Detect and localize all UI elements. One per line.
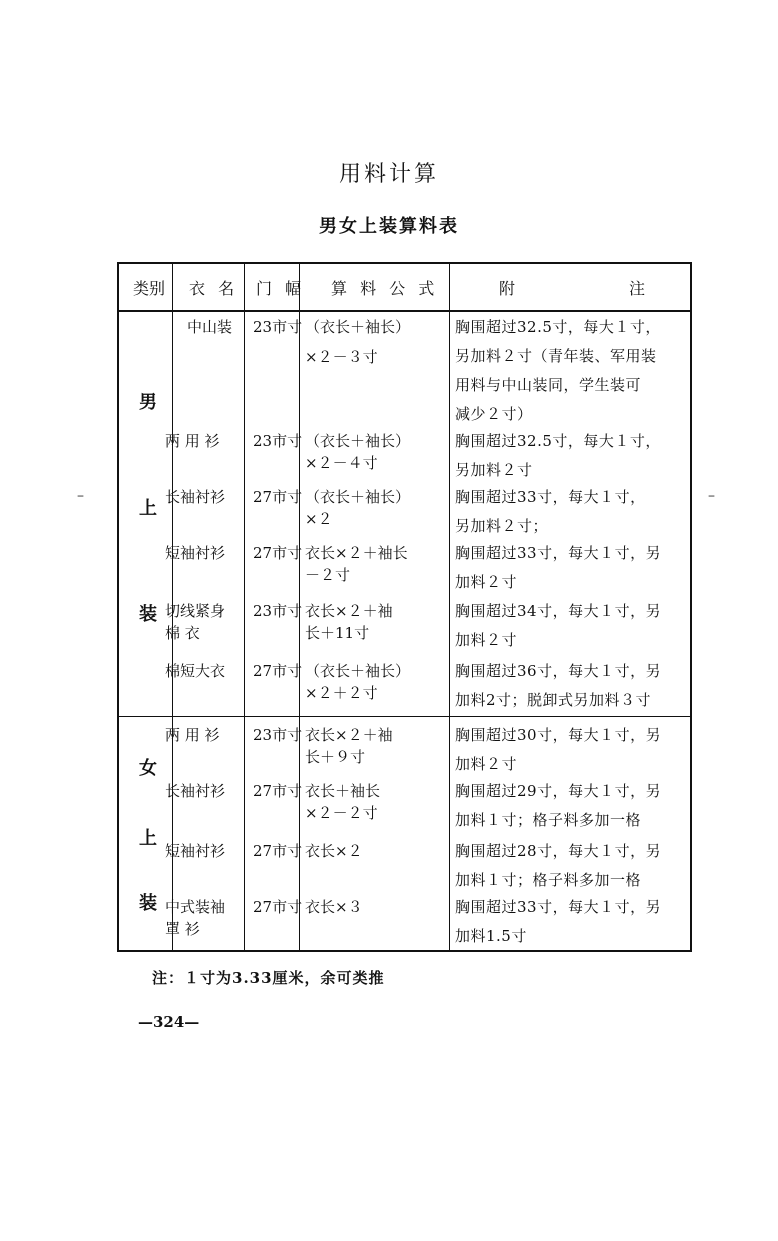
- men-note-cell: 胸围超过32.5寸，每大１寸，: [455, 318, 661, 336]
- women-note-cell: 胸围超过30寸，每大１寸，另: [455, 726, 662, 744]
- women-formula-cell: ×２－２寸: [305, 804, 378, 822]
- women-name-cell: 中式装袖: [165, 898, 226, 916]
- women-width-cell: 27市寸: [253, 842, 303, 860]
- men-note-cell: 减少２寸）: [455, 405, 533, 423]
- section-divider: [119, 716, 690, 717]
- men-width-cell: 27市寸: [253, 544, 303, 562]
- men-note-cell: 胸围超过34寸，每大１寸，另: [455, 602, 662, 620]
- header-name: 衣 名: [189, 279, 239, 298]
- women-width-cell: 27市寸: [253, 898, 303, 916]
- page-title: 用料计算: [338, 162, 439, 187]
- women-note-cell: 加料１寸；格子料多加一格: [455, 811, 642, 829]
- men-name-cell: 长袖衬衫: [165, 488, 226, 506]
- men-formula-cell: （衣长＋袖长）: [305, 318, 411, 336]
- women-formula-cell: 衣长×３: [305, 898, 363, 916]
- category-men-char: 上: [139, 498, 157, 519]
- category-women-char: 女: [139, 758, 157, 779]
- women-formula-cell: 衣长＋袖长: [305, 782, 381, 800]
- men-note-cell: 胸围超过32.5寸，每大１寸，: [455, 432, 661, 450]
- men-note-cell: 另加料２寸；: [455, 517, 549, 535]
- men-note-cell: 用料与中山装同，学生装可: [455, 376, 642, 394]
- men-formula-cell: ×２－４寸: [305, 454, 378, 472]
- col-divider: [244, 264, 245, 950]
- men-name-cell: 棉 衣: [165, 624, 200, 642]
- women-formula-cell: 长＋９寸: [305, 748, 366, 766]
- men-width-cell: 27市寸: [253, 662, 303, 680]
- men-width-cell: 23市寸: [253, 432, 303, 450]
- women-width-cell: 23市寸: [253, 726, 303, 744]
- women-name-cell: 两 用 衫: [165, 726, 220, 744]
- men-note-cell: 胸围超过33寸，每大１寸，另: [455, 544, 662, 562]
- men-width-cell: 23市寸: [253, 318, 303, 336]
- men-formula-cell: （衣长＋袖长）: [305, 488, 411, 506]
- margin-mark: –: [77, 488, 84, 504]
- women-width-cell: 27市寸: [253, 782, 303, 800]
- men-name-cell: 切线紧身: [165, 602, 226, 620]
- men-formula-cell: ×２－３寸: [305, 348, 378, 366]
- men-note-cell: 加料2寸；脱卸式另加料３寸: [455, 691, 652, 709]
- category-men-char: 装: [139, 604, 157, 625]
- header-divider: [119, 310, 690, 312]
- men-name-cell: 两 用 衫: [165, 432, 220, 450]
- women-note-cell: 加料１寸；格子料多加一格: [455, 871, 642, 889]
- women-note-cell: 胸围超过28寸，每大１寸，另: [455, 842, 662, 860]
- men-width-cell: 27市寸: [253, 488, 303, 506]
- header-width: 门 幅: [256, 279, 306, 298]
- category-men-char: 男: [139, 392, 157, 413]
- page-number: —324—: [138, 1013, 200, 1031]
- women-formula-cell: 衣长×２＋袖: [305, 726, 393, 744]
- category-women-char: 装: [139, 893, 157, 914]
- men-name-cell: 短袖衬衫: [165, 544, 226, 562]
- category-women-char: 上: [139, 828, 157, 849]
- men-note-cell: 另加料２寸（青年装、军用装: [455, 347, 657, 365]
- men-formula-cell: 衣长×２＋袖: [305, 602, 393, 620]
- footnote: 注：１寸为3.33厘米，余可类推: [152, 969, 385, 987]
- women-name-cell: 短袖衬衫: [165, 842, 226, 860]
- col-divider: [449, 264, 450, 950]
- women-formula-cell: 衣长×２: [305, 842, 363, 860]
- men-formula-cell: （衣长＋袖长）: [305, 432, 411, 450]
- men-formula-cell: （衣长＋袖长）: [305, 662, 411, 680]
- table-title: 男女上装算料表: [319, 216, 459, 237]
- men-name-cell: 中山装: [187, 318, 233, 336]
- women-note-cell: 加料1.5寸: [455, 927, 527, 945]
- men-formula-cell: ×２＋２寸: [305, 684, 378, 702]
- header-formula: 算 料 公 式: [331, 279, 439, 298]
- women-note-cell: 胸围超过33寸，每大１寸，另: [455, 898, 662, 916]
- men-formula-cell: －２寸: [305, 566, 351, 584]
- women-name-cell: 长袖衬衫: [165, 782, 226, 800]
- women-note-cell: 加料２寸: [455, 755, 518, 773]
- header-category: 类别: [133, 279, 166, 298]
- men-note-cell: 另加料２寸: [455, 461, 533, 479]
- women-note-cell: 胸围超过29寸，每大１寸，另: [455, 782, 662, 800]
- men-width-cell: 23市寸: [253, 602, 303, 620]
- men-note-cell: 胸围超过36寸，每大１寸，另: [455, 662, 662, 680]
- men-note-cell: 加料２寸: [455, 573, 518, 591]
- men-name-cell: 棉短大衣: [165, 662, 226, 680]
- margin-mark: –: [708, 488, 715, 504]
- men-note-cell: 胸围超过33寸，每大１寸，: [455, 488, 646, 506]
- material-calculation-table: [117, 262, 692, 952]
- men-formula-cell: ×２: [305, 510, 333, 528]
- header-note-a: 附: [499, 279, 520, 298]
- header-note-b: 注: [629, 279, 650, 298]
- women-name-cell: 罩 衫: [165, 920, 200, 938]
- men-note-cell: 加料２寸: [455, 631, 518, 649]
- men-formula-cell: 衣长×２＋袖长: [305, 544, 408, 562]
- men-formula-cell: 长＋11寸: [305, 624, 370, 642]
